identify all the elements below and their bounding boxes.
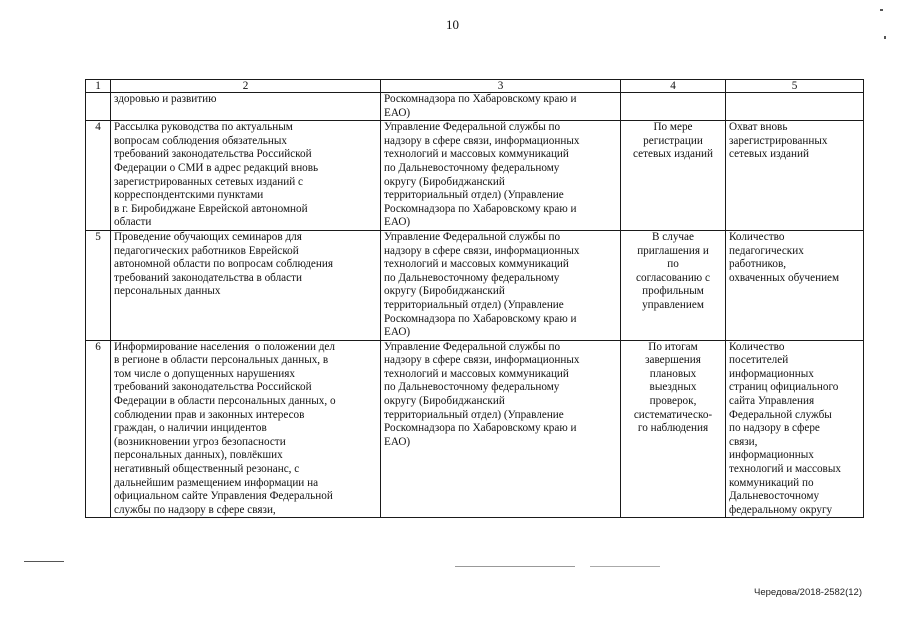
event-cell [111, 340, 381, 518]
cell-line: сетевых изданий [729, 148, 809, 161]
cell-line: здоровью и развитию [114, 93, 217, 105]
cell-line: Рассылка руководства по актуальным [114, 121, 293, 134]
indicator-cell [726, 121, 864, 231]
cell-line: требований законодательства Российской [114, 148, 312, 161]
cell-line: Охват вновь [729, 121, 788, 134]
cell-line: по надзору в сфере [729, 422, 820, 435]
table-body [86, 93, 864, 518]
cell-line: Роскомнадзора по Хабаровскому краю и [384, 202, 577, 215]
cell-line: Управление Федеральной службы по [384, 230, 561, 243]
cell-line: Количество [729, 340, 785, 353]
cell-line: ЕАО) [384, 106, 411, 119]
cell-line: профильным [642, 285, 704, 298]
cell-line: надзору в сфере связи, информационных [384, 354, 580, 367]
cell-line: информационных [729, 449, 814, 462]
cell-line: По мере [653, 121, 693, 134]
table-row [86, 121, 864, 231]
indicator-cell [726, 340, 864, 518]
cell-line: систематическо- [633, 408, 713, 421]
table-row [86, 340, 864, 518]
deadline-cell [621, 340, 726, 518]
cell-line: посетителей [729, 354, 789, 367]
scan-mark [880, 9, 883, 11]
cell-line: округу (Биробиджанский [384, 395, 505, 408]
cell-line: в г. Биробиджане Еврейской автономной [114, 202, 308, 215]
cell-line: территориальный отдел) (Управление [384, 189, 564, 202]
cell-line: зарегистрированных сетевых изданий с [114, 175, 303, 188]
cell-line: го наблюдения [637, 422, 709, 435]
cell-line: ЕАО) [384, 216, 411, 229]
cell-line: ЕАО) [384, 326, 411, 339]
scan-mark [884, 36, 886, 39]
document-code: Чередова/2018-2582(12) [754, 587, 862, 598]
executor-cell [381, 93, 621, 121]
cell-line: Управление Федеральной службы по [384, 340, 561, 353]
column-number: 3 [381, 80, 621, 93]
cell-line: надзору в сфере связи, информационных [384, 134, 580, 147]
row-number [86, 93, 111, 121]
table-row [86, 93, 864, 121]
cell-line: Количество [729, 230, 785, 243]
cell-line: Роскомнадзора по Хабаровскому краю и [384, 93, 577, 105]
scan-mark [455, 566, 575, 567]
cell-line: сайта Управления [729, 395, 815, 408]
cell-line: Роскомнадзора по Хабаровскому краю и [384, 422, 577, 435]
cell-line: связи, [729, 435, 758, 448]
indicator-cell [726, 93, 864, 121]
row-number: 5 [86, 230, 111, 340]
deadline-cell [621, 230, 726, 340]
event-cell [111, 121, 381, 231]
cell-line: территориальный отдел) (Управление [384, 298, 564, 311]
column-number: 2 [111, 80, 381, 93]
cell-line: согласованию с [636, 271, 710, 284]
cell-line: выездных [649, 381, 697, 394]
cell-line: работников, [729, 258, 787, 271]
cell-line: технологий и массовых коммуникаций [384, 367, 569, 380]
cell-line: педагогических работников Еврейской [114, 244, 299, 257]
deadline-cell [621, 121, 726, 231]
cell-line: Роскомнадзора по Хабаровскому краю и [384, 312, 577, 325]
event-cell [111, 230, 381, 340]
column-number: 5 [726, 80, 864, 93]
table-row [86, 230, 864, 340]
cell-line: по Дальневосточному федеральному [384, 161, 560, 174]
cell-line: официальном сайте Управления Федеральной [114, 490, 333, 503]
cell-line: охваченных обучением [729, 271, 840, 284]
cell-line: ЕАО) [384, 435, 411, 448]
cell-line: приглашения и [637, 244, 709, 257]
plan-table [85, 79, 864, 518]
cell-line: плановых [649, 367, 697, 380]
cell-line: области [114, 216, 152, 229]
cell-line: технологий и массовых [729, 463, 841, 476]
cell-line: по Дальневосточному федеральному [384, 381, 560, 394]
executor-cell [381, 121, 621, 231]
cell-line: территориальный отдел) (Управление [384, 408, 564, 421]
page-number: 10 [446, 17, 459, 32]
cell-line: управлением [642, 298, 704, 311]
executor-cell [381, 340, 621, 518]
cell-line: граждан, о наличии инцидентов [114, 422, 267, 435]
cell-line: службы по надзору в сфере связи, [114, 503, 276, 516]
cell-line: округу (Биробиджанский [384, 285, 505, 298]
cell-line: автономной области по вопросам соблюдения [114, 258, 334, 271]
cell-line: технологий и массовых коммуникаций [384, 258, 569, 271]
cell-line: персональных данных [114, 285, 221, 298]
cell-line: зарегистрированных [729, 134, 828, 147]
cell-line: негативный общественный резонанс, с [114, 463, 300, 476]
event-cell [111, 93, 381, 121]
cell-line: регистрации [643, 134, 703, 147]
cell-line: коммуникаций по [729, 476, 814, 489]
cell-line: По итогам [648, 340, 698, 353]
cell-line: по Дальневосточному федеральному [384, 271, 560, 284]
deadline-cell [621, 93, 726, 121]
scan-mark [590, 566, 660, 567]
cell-line: В случае [652, 230, 694, 243]
cell-line: округу (Биробиджанский [384, 175, 505, 188]
cell-line: надзору в сфере связи, информационных [384, 244, 580, 257]
cell-line: Управление Федеральной службы по [384, 121, 561, 134]
cell-line: в регионе в области персональных данных, в [114, 354, 329, 367]
cell-line: технологий и массовых коммуникаций [384, 148, 569, 161]
cell-line: федеральному округу [729, 503, 833, 516]
cell-line: Проведение обучающих семинаров для [114, 230, 302, 243]
cell-line: соблюдении прав и законных интересов [114, 408, 305, 421]
executor-cell [381, 230, 621, 340]
cell-line: Федерации в области персональных данных, о [114, 395, 336, 408]
column-number: 1 [86, 80, 111, 93]
cell-line: Федеральной службы [729, 408, 832, 421]
cell-line: Дальневосточному [729, 490, 820, 503]
cell-line: педагогических [729, 244, 804, 257]
indicator-cell [726, 230, 864, 340]
cell-line: вопросам соблюдения обязательных [114, 134, 288, 147]
cell-line: требований законодательства Российской [114, 381, 312, 394]
column-number-row [86, 80, 864, 93]
cell-line: завершения [645, 354, 701, 367]
cell-line: дальнейшим размещением информации на [114, 476, 319, 489]
scan-mark [24, 561, 64, 562]
row-number: 6 [86, 340, 111, 518]
cell-line: информационных [729, 367, 814, 380]
cell-line: персональных данных), повлёкших [114, 449, 283, 462]
cell-line: сетевых изданий [633, 148, 713, 161]
cell-line: требований законодательства в области [114, 271, 302, 284]
column-number: 4 [621, 80, 726, 93]
cell-line: проверок, [649, 395, 697, 408]
cell-line: том числе о допущенных нарушениях [114, 367, 295, 380]
cell-line: (возникновении угроз безопасности [114, 435, 286, 448]
cell-line: по [667, 258, 679, 271]
cell-line: Информирование населения о положении дел [114, 340, 335, 353]
cell-line: Федерации о СМИ в адрес редакций вновь [114, 161, 319, 174]
row-number: 4 [86, 121, 111, 231]
cell-line: корреспондентскими пунктами [114, 189, 264, 202]
cell-line: страниц официального [729, 381, 839, 394]
